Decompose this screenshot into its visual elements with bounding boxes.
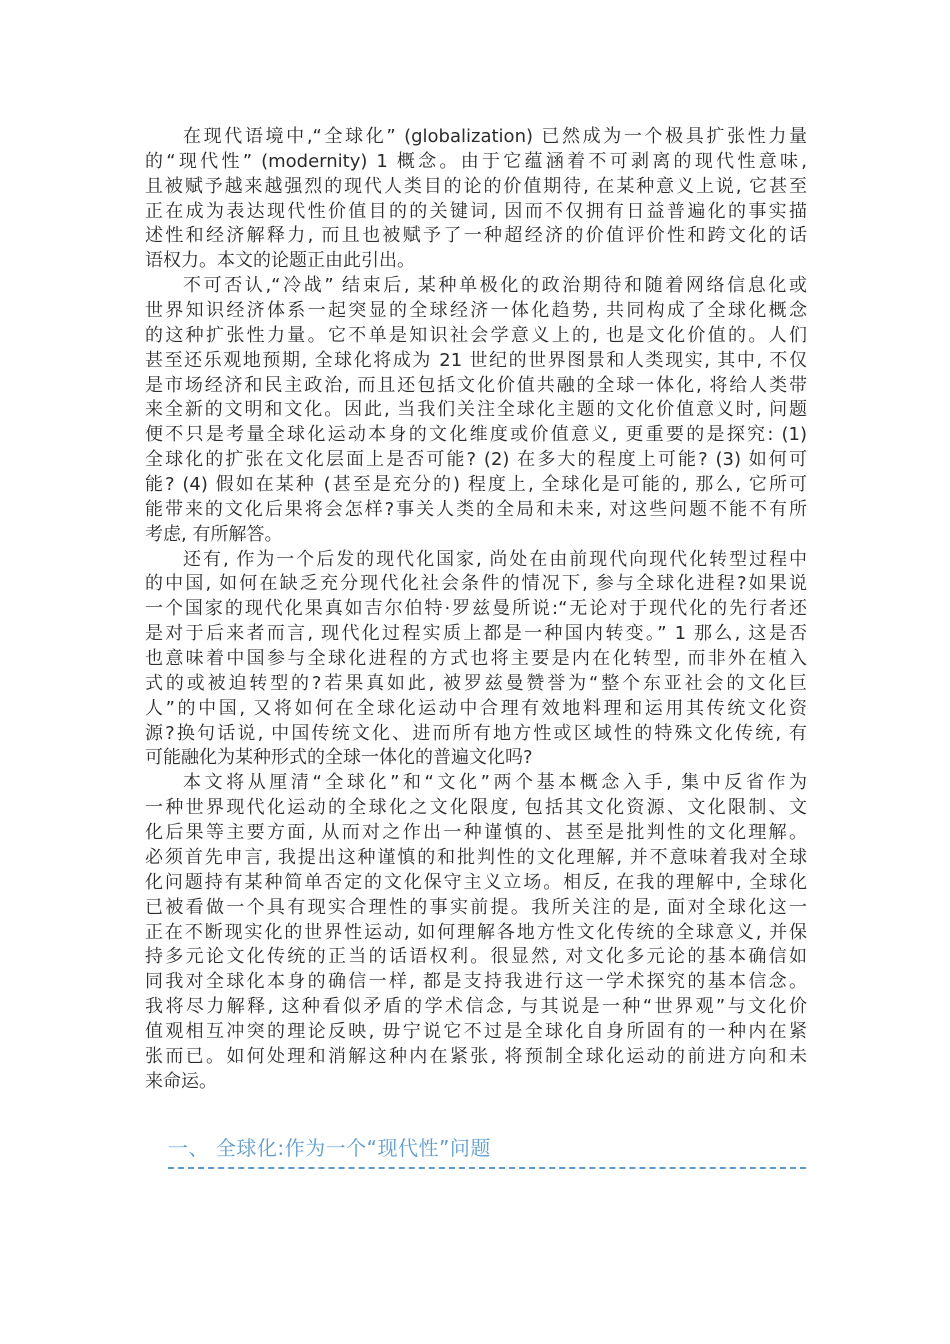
document-body	[145, 125, 807, 1095]
text-line: 来命运。	[145, 1070, 217, 1092]
text-line: 张而已。如何处理和消解这种内在紧张, 将预制全球化运动的前进方向和未	[145, 1045, 807, 1067]
text-line: 必须首先申言, 我提出这种谨慎的和批判性的文化理解, 并不意味着我对全球	[145, 846, 807, 868]
heading-dashed-rule	[168, 1167, 806, 1169]
text-line: 本文将从厘清“全球化”和“文化”两个基本概念入手, 集中反省作为	[183, 772, 807, 794]
text-line: 值观相互冲突的理论反映, 毋宁说它不过是全球化自身所固有的一种内在紧	[145, 1020, 807, 1042]
text-line: 正在成为表达现代性价值目的的关键词, 因而不仅拥有日益普遍化的事实描	[145, 200, 807, 222]
text-line: 述性和经济解释力, 而且也被赋予了一种超经济的价值评价性和跨文化的话	[145, 225, 807, 247]
text-line: 的这种扩张性力量。它不单是知识社会学意义上的, 也是文化价值的。人们	[145, 324, 807, 346]
section-heading: 一、 全球化:作为一个“现代性”问题	[168, 1136, 491, 1160]
text-line: 语权力。本文的论题正由此引出。	[145, 250, 415, 272]
text-line: 我将尽力解释, 这种看似矛盾的学术信念, 与其说是一种“世界观”与文化价	[145, 996, 807, 1018]
text-line: 是对于后来者而言, 现代化过程实质上都是一种国内转变。” 1 那么, 这是否	[145, 623, 807, 645]
text-line: 的中国, 如何在缺乏充分现代化社会条件的情况下, 参与全球化进程?如果说	[145, 573, 807, 595]
text-line: 式的或被迫转型的?若果真如此, 被罗兹曼赞誉为“整个东亚社会的文化巨	[145, 672, 807, 694]
text-line: 正在不断现实化的世界性运动, 如何理解各地方性文化传统的全球意义, 并保	[145, 921, 807, 943]
paragraph	[145, 771, 807, 1094]
paragraph	[145, 274, 807, 547]
text-line: 同我对全球化本身的确信一样, 都是支持我进行这一学术探究的基本信念。	[145, 971, 807, 993]
text-line: 在现代语境中,“全球化” (globalization) 已然成为一个极具扩张性力量	[183, 126, 807, 147]
paragraph	[145, 548, 807, 772]
text-line: 来全新的文明和文化。因此, 当我们关注全球化主题的文化价值意义时, 问题	[145, 399, 807, 421]
text-line: 可能融化为某种形式的全球一体化的普遍文化吗?	[145, 747, 533, 769]
text-line: 已被看做一个具有现实合理性的事实前提。我所关注的是, 面对全球化这一	[145, 896, 807, 918]
text-line: 考虑, 有所解答。	[145, 523, 283, 545]
text-line: 世界知识经济体系一起突显的全球经济一体化趋势, 共同构成了全球化概念	[145, 300, 807, 322]
text-line: 还有, 作为一个后发的现代化国家, 尚处在由前现代向现代化转型过程中	[183, 548, 807, 570]
text-line: 持多元论文化传统的正当的话语权利。很显然, 对文化多元论的基本确信如	[145, 946, 807, 968]
paragraph	[145, 125, 807, 274]
text-line: 的“现代性” (modernity) 1 概念。由于它蕴涵着不可剥离的现代性意味,	[145, 150, 807, 172]
text-line: 能带来的文化后果将会怎样?事关人类的全局和未来, 对这些问题不能不有所	[145, 498, 807, 520]
text-line: 一种世界现代化运动的全球化之文化限度, 包括其文化资源、文化限制、文	[145, 797, 807, 819]
text-line: 且被赋予越来越强烈的现代人类目的论的价值期待, 在某种意义上说, 它甚至	[145, 175, 807, 197]
text-line: 源?换句话说, 中国传统文化、进而所有地方性或区域性的特殊文化传统, 有	[145, 722, 807, 744]
text-line: 是市场经济和民主政治, 而且还包括文化价值共融的全球一体化, 将给人类带	[145, 374, 807, 396]
text-line: 甚至还乐观地预期, 全球化将成为 21 世纪的世界图景和人类现实, 其中, 不仅	[145, 349, 807, 371]
text-line: 一个国家的现代化果真如吉尔伯特·罗兹曼所说:“无论对于现代化的先行者还	[145, 598, 807, 620]
text-line: 能? (4) 假如在某种 (甚至是充分的) 程度上, 全球化是可能的, 那么, 它所可	[145, 474, 807, 496]
text-line: 也意味着中国参与全球化进程的方式也将主要是内在化转型, 而非外在植入	[145, 648, 807, 670]
text-line: 全球化的扩张在文化层面上是否可能? (2) 在多大的程度上可能? (3) 如何可	[145, 449, 807, 471]
text-line: 化问题持有某种简单否定的文化保守主义立场。相反, 在我的理解中, 全球化	[145, 871, 807, 893]
text-line: 不可否认,“冷战” 结束后, 某种单极化的政治期待和随着网络信息化或	[183, 275, 807, 297]
text-line: 化后果等主要方面, 从而对之作出一种谨慎的、甚至是批判性的文化理解。	[145, 822, 807, 844]
text-line: 人”的中国, 又将如何在全球化运动中合理有效地料理和运用其传统文化资	[145, 697, 807, 719]
text-line: 便不只是考量全球化运动本身的文化维度或价值意义, 更重要的是探究: (1)	[145, 424, 807, 446]
